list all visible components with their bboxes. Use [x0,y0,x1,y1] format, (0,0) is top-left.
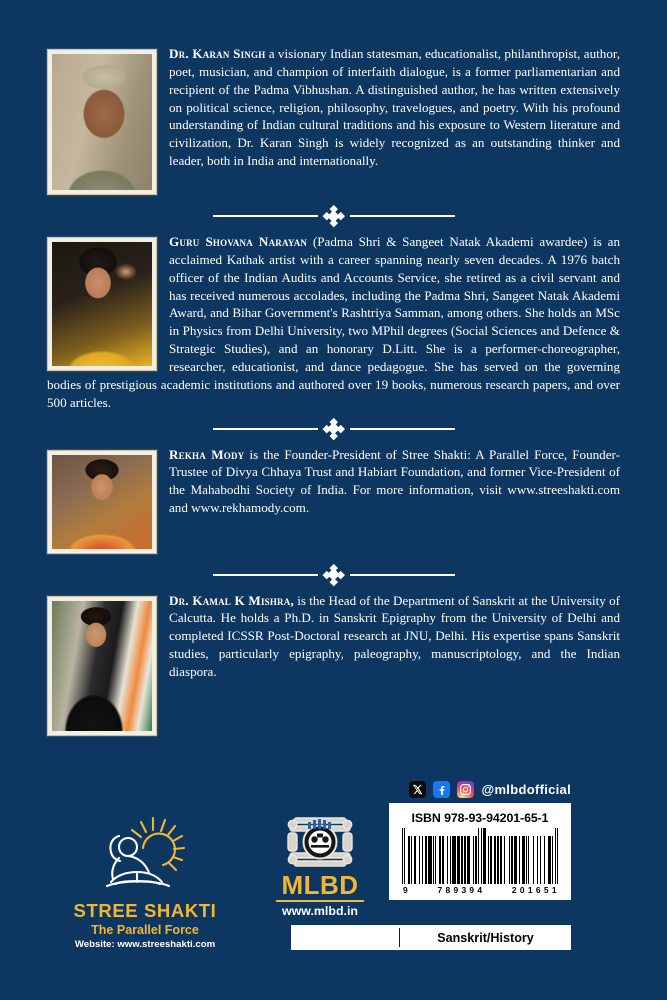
portrait-karan-singh [52,54,152,190]
isbn-text: ISBN 978-93-94201-65-1 [411,811,549,825]
bio-block-kamal-k-mishra [0,592,667,740]
ornamental-divider-2 [0,412,667,446]
ornamental-divider-3 [0,558,667,592]
stree-shakti-tagline: The Parallel Force [91,923,199,937]
divider-rule-left [213,574,318,576]
mlbd-url[interactable]: www.mlbd.in [282,904,358,918]
social-handle[interactable]: @mlbdofficial [481,782,571,797]
facebook-icon[interactable] [433,781,450,798]
bio-body-shovana-narayan: (Padma Shri & Sangeet Natak Akademi awardee) is an acclaimed Kathak artist with a career spanning nearly seven decades. A 1976 batch officer of the Indian Audits and Accounts Service, she retired as a civil servant and has received numerous accolades, including the Padma Shri, Sangeet Natak Akademi Award, and Bihar Government's Rashtriya Samman, among others. She holds an MSc in Physics from Delhi University, two MPhil degrees (Social Sciences and Defence & Strategic Studies), and an honorary D.Litt. She is a performer-choreographer, researcher, educationist, and dance pedagogue. She has served on the governing bodies of prestigious academic institutions and authored over 19 books, numerous research papers, and over 500 articles. [47,234,620,410]
bio-lead-shovana-narayan: Guru Shovana Narayan [169,234,308,249]
isbn-barcode-card [389,803,571,900]
category-strip [291,925,571,950]
bio-body-kamal-k-mishra: is the Head of the Department of Sanskrit at the University of Calcutta. He holds a Ph.D. in Sanskrit Epigraphy from the University of Delhi and completed ICSSR Post-Doctoral research at JNU, Delhi. His expertise spans Sanskrit studies, particularly epigraphy, paleography, manuscriptology, and the Indian diaspora. [169,592,620,680]
social-media-row [409,781,571,798]
bio-lead-karan-singh: Dr. Karan Singh [169,46,266,61]
bio-body-rekha-mody: is the Founder-President of Stree Shakti: A Parallel Force, Founder-Trustee of Divya Chhaya Trust and Habiart Foundation, and former Vice-President of the Mahabodhi Society of India. For more information, visit www.streeshakti.com and www.rekhamody.com. [169,446,620,516]
stree-shakti-logo-block [30,814,260,950]
portrait-rekha-mody [52,455,152,549]
barcode-digit-left: 9 [403,885,409,895]
divider-rule-right [350,215,455,217]
mlbd-underline [276,900,364,902]
bio-block-rekha-mody [0,446,667,558]
barcode-bars [398,828,562,884]
divider-rule-right [350,428,455,430]
mlbd-emblem-icon [274,814,366,870]
barcode-digit-group-2: 2 0 1 6 5 1 [511,885,557,895]
photo-frame-kamal-k-mishra [47,596,157,736]
instagram-icon[interactable] [457,781,474,798]
bio-lead-kamal-k-mishra: Dr. Kamal K Mishra, [169,592,294,608]
photo-frame-shovana-narayan [47,237,157,371]
ornamental-divider-1 [0,199,667,233]
portrait-shovana-narayan [52,242,152,366]
divider-rule-left [213,215,318,217]
portrait-kamal-k-mishra [52,601,152,731]
bio-body-karan-singh: a visionary Indian statesman, educationalist, philanthropist, author, poet, musician, and champion of interfaith dialogue, is a former parliamentarian and recipient of the Padma Vibhushan. A distinguished author, he has written extensively on political science, religion, philosophy, travelogues, and poetry. With his profound understanding of Indian cultural traditions and his exposure to Western literature and civilization, Dr. Karan Singh is widely recognized as an outstanding thinker and leader, both in India and internationally. [169,46,620,169]
mlbd-publisher-block [274,814,366,918]
bio-block-shovana-narayan [0,233,667,412]
divider-rule-left [213,428,318,430]
diamond-ornament-icon [323,205,345,227]
stree-shakti-website[interactable]: Website: www.streeshakti.com [74,939,216,950]
barcode-digit-group-1: 7 8 9 3 9 4 [437,885,483,895]
stree-shakti-name: STREE SHAKTI [73,900,217,921]
bio-lead-rekha-mody: Rekha Mody [169,446,245,462]
sun-woman-reading-icon [30,814,260,898]
bio-block-karan-singh [0,0,667,199]
diamond-ornament-icon [323,418,345,440]
cover-footer [0,781,667,956]
divider-rule-right [350,574,455,576]
photo-frame-rekha-mody [47,450,157,554]
x-twitter-icon[interactable] [409,781,426,798]
diamond-ornament-icon [323,564,345,586]
category-label: Sanskrit/History [437,930,534,945]
photo-frame-karan-singh [47,49,157,195]
mlbd-name: MLBD [281,870,359,900]
barcode-digits [398,885,562,895]
